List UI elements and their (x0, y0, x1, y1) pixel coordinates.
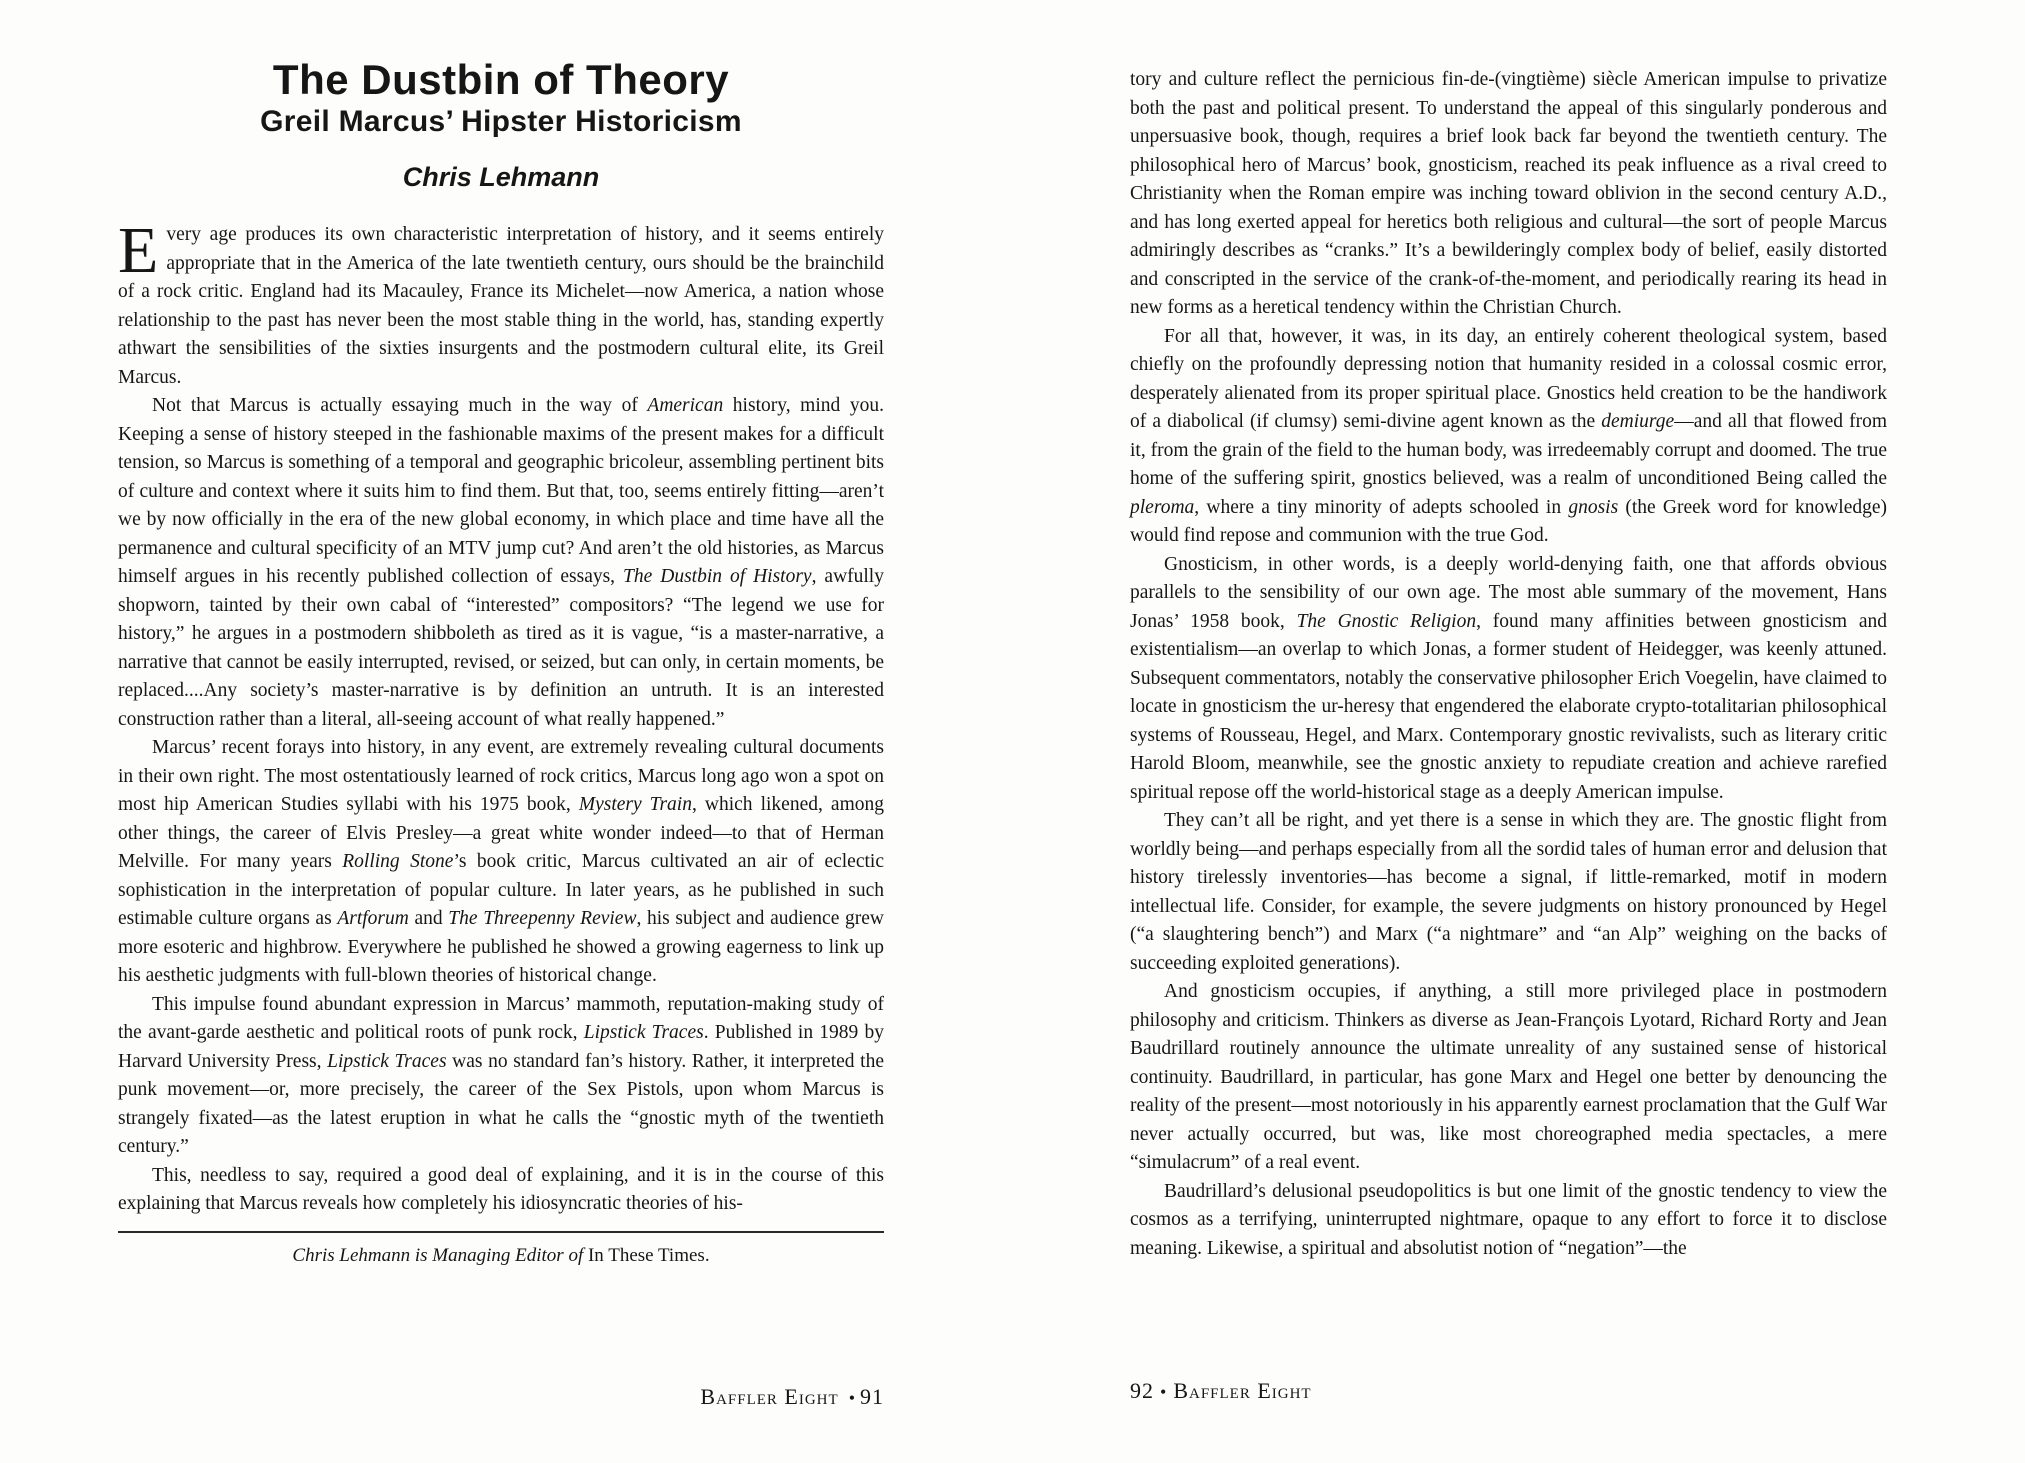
page-91 (118, 0, 884, 1267)
contributor-note-publication: In These Times. (587, 1244, 710, 1266)
paragraph (1130, 66, 1887, 323)
text-run: For all that, however, it was, in its day, an entirely coherent theological system, based chiefly on the profoundly depressing notion that humanity resided in a colossal cosmic error, desperately alienated from its proper spiritual place. Gnostics held creation to be the handiwork of a diabolical (if clumsy) semi-divine agent known as the (1130, 325, 1887, 432)
text-run: pleroma (1130, 496, 1195, 518)
text-run: The Dustbin of History (623, 566, 812, 587)
paragraph (1130, 551, 1887, 808)
text-run: , awfully shopworn, tainted by their own cabal of “interested” compositors? “The legend we use for history,” he argues in a postmodern shibboleth as tired as it is vague, “is a master-narrative, a narrative that cannot be easily interrupted, revised, or seized, but can only, in certain moments, be replaced....Any society’s master-narrative is by definition an untruth. It is an interested construction rather than a literal, all-seeing account of what really happened.” (118, 566, 884, 730)
text-run: The Gnostic Religion (1296, 610, 1477, 632)
paragraph (118, 392, 884, 734)
text-run: tory and culture reflect the pernicious fin-de-(vingtième) siècle American impulse to privatize both the past and political present. To understand the appeal of this singularly ponderous and unpersuasive book, though, requires a brief look back far beyond the twentieth century. The philosophical hero of Marcus’ book, gnosticism, reached its peak influence as a rival creed to Christianity when the Roman empire was inching toward oblivion in the second century A.D., and has long exerted appeal for heretics both religious and cultural—the sort of people Marcus admiringly describes as “cranks.” It’s a bewilderingly complex body of belief, easily distorted and conscripted in the service of the crank-of-the-moment, and periodically rearing its head in new forms as a heretical tendency within the Christian Church. (1130, 69, 1887, 318)
page-footer-91 (118, 1384, 884, 1410)
folio-journal-name: Baffler Eight (1173, 1378, 1312, 1403)
text-run: ’s book critic, Marcus cultivated an air of eclectic sophistication in the interpretation of popular culture. In later years, as he published in such estimable culture organs as (118, 851, 884, 929)
text-run: gnosis (1568, 496, 1619, 518)
text-run: Marcus’ recent forays into history, in any event, are extremely revealing cultural documents in their own right. The most ostentatiously learned of rock critics, Marcus long ago won a spot on most hip American Studies syllabi with his 1975 book, (118, 737, 884, 815)
text-run: Lipstick Traces (583, 1022, 704, 1043)
folio-page-number: 91 (860, 1384, 884, 1409)
text-run: very age produces its own characteristic interpretation of history, and it seems entirely appropriate that in the America of the late twentieth century, ours should be the brainchild of a rock critic. England had its Macauley, France its Michelet—now America, a nation whose relationship to the past has never been the most stable thing in the world, has, standing expertly athwart the sensibilities of the sixties insurgents and the postmodern cultural elite, its Greil Marcus. (118, 224, 884, 388)
page-footer-92 (1130, 1378, 1887, 1404)
text-run: Artforum (337, 908, 409, 929)
text-run: Lipstick Traces (327, 1050, 447, 1072)
paragraph (118, 1162, 884, 1219)
article-title: The Dustbin of Theory (272, 56, 730, 103)
text-run: The Threepenny Review (448, 908, 637, 929)
text-run: demiurge (1601, 411, 1675, 432)
text-run: Rolling Stone (342, 851, 454, 872)
text-run: . Published in 1989 by Harvard University Press, (118, 1022, 884, 1072)
text-run: history, mind you. Keeping a sense of history steeped in the fashionable maxims of the present makes for a difficult tension, so Marcus is something of a temporal and geographic bricoleur, assembling pertinent bits of culture and context where it suits him to find them. But that, too, seems entirely fitting—aren’t we by now officially in the era of the new global economy, in which place and time have all the permanence and cultural specificity of an MTV jump cut? And aren’t the old histories, as Marcus himself argues in his recently published collection of essays, (118, 395, 884, 587)
folio-bullet: • (1160, 1382, 1168, 1402)
paragraph (1130, 978, 1887, 1178)
paragraph (1130, 807, 1887, 978)
text-run: They can’t all be right, and yet there is a sense in which they are. The gnostic flight from worldly being—and perhaps especially from all the sordid tales of human error and delusion that history tirelessly inventories—has become a signal, if little-remarked, motif in modern intellectual life. Consider, for example, the severe judgments on history pronounced by Hegel (“a slaughtering bench”) and Marx (“a nightmare” and “an Alp” weighing on the backs of succeeding exploited generations). (1130, 810, 1887, 974)
text-run: Not that Marcus is actually essaying much in the way of (152, 395, 648, 416)
text-run: —and all that flowed from it, from the grain of the field to the human body, was irredeemably corrupt and doomed. The true home of the suffering spirit, gnostics believed, was a realm of unconditioned Being called the (1130, 411, 1887, 489)
text-run: Baudrillard’s delusional pseudopolitics is but one limit of the gnostic tendency to view the cosmos as a terrifying, uninterrupted nightmare, opaque to any effort to force it to disclose meaning. Likewise, a spiritual and absolutist notion of “negation”—the (1130, 1180, 1887, 1259)
text-run: , which likened, among other things, the career of Elvis Presley—a great white wonder indeed—to that of Herman Melville. For many years (118, 794, 884, 872)
contributor-note (118, 1245, 884, 1267)
contributor-note-italic: Chris Lehmann is Managing Editor of (292, 1244, 588, 1266)
footnote-divider (118, 1231, 884, 1233)
folio-journal-name: Baffler Eight (700, 1384, 839, 1409)
text-run: Mystery Train (578, 794, 692, 815)
paragraph (118, 991, 884, 1162)
article-subtitle: Greil Marcus’ Hipster Historicism (260, 105, 742, 138)
text-run: Gnosticism, in other words, is a deeply world-denying faith, one that affords obvious parallels to the sensibility of our own age. The most able summary of the movement, Hans Jonas’ 1958 book, (1130, 553, 1887, 632)
drop-cap: E (118, 214, 159, 287)
text-run: and (408, 908, 449, 929)
text-run: American (647, 395, 724, 416)
text-run: , where a tiny minority of adepts schooled in (1194, 496, 1569, 518)
text-run: This impulse found abundant expression in Marcus’ mammoth, reputation-making study of the avant-garde aesthetic and political roots of punk rock, (118, 993, 884, 1043)
page-92 (1130, 0, 1887, 1263)
article-author: Chris Lehmann (402, 162, 600, 192)
paragraph (118, 214, 884, 392)
text-run: This, needless to say, required a good deal of explaining, and it is in the course of this explaining that Marcus reveals how completely his idiosyncratic theories of his- (118, 1164, 884, 1214)
folio-page-number: 92 (1130, 1378, 1154, 1403)
text-run: (the Greek word for knowledge) would find repose and communion with the true God. (1130, 496, 1887, 546)
paragraph (118, 734, 884, 991)
text-run: was no standard fan’s history. Rather, it interpreted the punk movement—or, more precisely, the career of the Sex Pistols, upon whom Marcus is strangely fixated—as the latest eruption in what he calls the “gnostic myth of the twentieth century.” (118, 1050, 884, 1157)
text-run: , found many affinities between gnosticism and existentialism—an overlap to which Jonas, a former student of Heidegger, was keenly attuned. Subsequent commentators, notably the conservative philosopher Erich Voegelin, have claimed to locate in gnosticism the ur-heresy that engendered the elaborate crypto-totalitarian philosophical systems of Rousseau, Hegel, and Marx. Contemporary gnostic revivalists, such as literary critic Harold Bloom, meanwhile, see the gnostic anxiety to repudiate creation and achieve rarefied spiritual repose off the world-historical stage as a deeply American impulse. (1130, 610, 1887, 803)
paragraph (1130, 323, 1887, 551)
folio-bullet: • (848, 1388, 856, 1408)
paragraph (1130, 1178, 1887, 1264)
text-run: And gnosticism occupies, if anything, a still more privileged place in postmodern philosophy and criticism. Thinkers as diverse as Jean-François Lyotard, Richard Rorty and Jean Baudrillard routinely announce the ultimate unreality of any sustained sense of historical continuity. Baudrillard, in particular, has gone Marx and Hegel one better by denouncing the reality of the present—most notoriously in his apparently earnest proclamation that the Gulf War never actually occurred, but was, like most choreographed media spectacles, a mere “simulacrum” of a real event. (1130, 981, 1887, 1173)
article-body-left (118, 214, 884, 1219)
article-body-right (1130, 66, 1887, 1263)
text-run: , his subject and audience grew more esoteric and highbrow. Everywhere he published he showed a growing eagerness to link up his aesthetic judgments with full-blown theories of historical change. (118, 908, 884, 986)
